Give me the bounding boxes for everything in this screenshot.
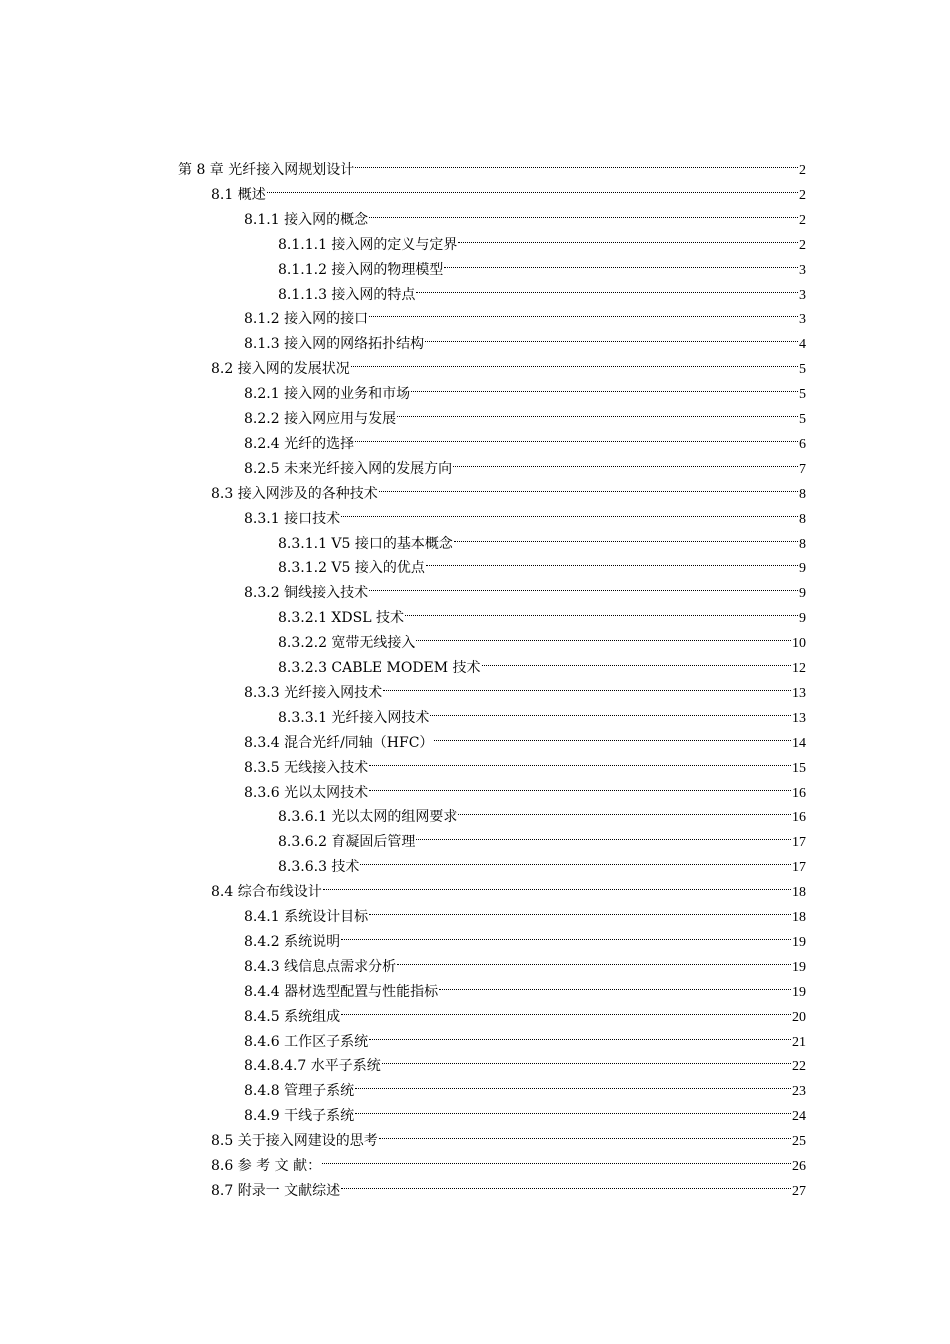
toc-dot-leader	[341, 997, 791, 1021]
toc-entry[interactable]	[278, 648, 806, 676]
toc-dot-leader	[267, 175, 798, 199]
toc-page-number: 19	[792, 934, 806, 950]
toc-entry-label: 8.1.1.3 接入网的特点	[278, 286, 416, 303]
toc-dot-leader	[454, 524, 798, 548]
toc-entry-label: 8.2.2 接入网应用与发展	[244, 411, 397, 427]
toc-dot-leader	[416, 822, 791, 846]
toc-dot-leader	[369, 299, 798, 323]
toc-page-number: 18	[792, 885, 806, 901]
toc-page-number: 4	[799, 337, 806, 353]
toc-entry-label: 8.3.2.2 宽带无线接入	[278, 635, 416, 652]
toc-page-number: 2	[799, 237, 806, 253]
toc-entry-label: 8.3.1.1 V5 接口的基本概念	[278, 535, 453, 552]
toc-page-number: 26	[792, 1159, 806, 1174]
toc-page-number: 19	[792, 959, 806, 975]
toc-entry-label: 8.3.2 铜线接入技术	[244, 585, 369, 602]
toc-page-number: 5	[799, 412, 806, 427]
toc-page-number: 9	[799, 561, 806, 577]
toc-entry-label: 8.4.1 系统设计目标	[244, 909, 369, 925]
toc-entry[interactable]	[278, 623, 806, 652]
toc-page-number: 2	[799, 163, 806, 178]
toc-dot-leader	[369, 200, 798, 224]
toc-entry-label: 8.3.1.2 V5 接入的优点	[278, 560, 425, 577]
toc-entry[interactable]	[244, 499, 806, 527]
toc-page-number: 8	[799, 511, 806, 527]
toc-page-number: 16	[792, 785, 806, 801]
toc-page-number: 3	[799, 262, 806, 278]
toc-entry[interactable]	[211, 474, 806, 502]
toc-entry-label: 8.4.6 工作区子系统	[244, 1033, 369, 1050]
toc-entry[interactable]	[278, 797, 806, 826]
toc-entry[interactable]	[244, 1046, 806, 1075]
toc-dot-leader	[355, 150, 798, 174]
toc-entry-label: 第 8 章 光纤接入网规划设计	[178, 162, 355, 178]
toc-entry[interactable]	[278, 275, 806, 303]
toc-dot-leader	[341, 1171, 791, 1195]
toc-entry-label: 8.4.8.4.7 水平子系统	[244, 1058, 381, 1075]
toc-entry[interactable]	[278, 598, 806, 627]
toc-dot-leader	[425, 324, 798, 348]
toc-dot-leader	[369, 897, 791, 921]
toc-dot-leader	[369, 1022, 791, 1046]
toc-entry-label: 8.1.3 接入网的网络拓扑结构	[244, 336, 425, 353]
toc-entry-label: 8.3.3.1 光纤接入网技术	[278, 709, 430, 726]
toc-entry[interactable]	[244, 1096, 806, 1125]
toc-entry[interactable]	[211, 175, 806, 203]
toc-page-number: 24	[792, 1109, 806, 1125]
toc-entry[interactable]	[244, 299, 806, 328]
toc-entry[interactable]	[244, 922, 806, 950]
toc-entry-label: 8.4 综合布线设计	[211, 884, 322, 901]
toc-entry-label: 8.4.4 器材选型配置与性能指标	[244, 983, 439, 1000]
toc-entry-label: 8.1.1 接入网的概念	[244, 211, 369, 228]
toc-dot-leader	[383, 673, 791, 697]
toc-page-number: 21	[792, 1034, 806, 1050]
toc-dot-leader	[379, 474, 798, 498]
toc-page-number: 3	[799, 287, 806, 303]
toc-entry[interactable]	[244, 424, 806, 452]
toc-dot-leader	[322, 1146, 791, 1170]
toc-entry[interactable]	[244, 399, 806, 427]
toc-entry-label: 8.4.3 线信息点需求分析	[244, 958, 397, 975]
toc-entry-label: 8.3.6.1 光以太网的组网要求	[278, 809, 458, 826]
toc-entry[interactable]	[278, 698, 806, 726]
toc-dot-leader	[405, 598, 798, 622]
toc-dot-leader	[369, 573, 798, 597]
toc-entry[interactable]	[278, 250, 806, 278]
toc-entry-label: 8.3.5 无线接入技术	[244, 759, 369, 776]
toc-page-number: 20	[792, 1009, 806, 1025]
toc-entry[interactable]	[278, 847, 806, 876]
toc-entry[interactable]	[211, 1171, 806, 1199]
toc-page-number: 10	[792, 636, 806, 652]
toc-page-number: 8	[799, 486, 806, 502]
toc-entry-label: 8.4.5 系统组成	[244, 1008, 341, 1025]
toc-entry-label: 8.3.6.3 技术	[278, 859, 360, 876]
toc-entry-label: 8.2.4 光纤的选择	[244, 435, 355, 452]
toc-entry[interactable]	[244, 897, 806, 925]
toc-dot-leader	[397, 399, 798, 423]
toc-entry-label: 8.2 接入网的发展状况	[211, 361, 350, 378]
toc-dot-leader	[439, 972, 791, 996]
toc-entry-label: 8.5 关于接入网建设的思考	[211, 1133, 378, 1150]
toc-entry-label: 8.1.2 接入网的接口	[244, 311, 369, 328]
toc-entry[interactable]	[244, 972, 806, 1000]
toc-entry[interactable]	[244, 723, 806, 751]
toc-page-number: 13	[792, 710, 806, 726]
toc-entry-label: 8.4.8 管理子系统	[244, 1083, 355, 1100]
toc-dot-leader	[351, 349, 798, 373]
toc-page-number: 23	[792, 1084, 806, 1100]
toc-entry[interactable]	[244, 324, 806, 353]
toc-entry[interactable]	[244, 449, 806, 477]
toc-dot-leader	[341, 499, 798, 523]
toc-entry[interactable]	[244, 1071, 806, 1100]
toc-entry[interactable]	[278, 524, 806, 552]
toc-dot-leader	[355, 1071, 791, 1095]
toc-entry-label: 8.3.1 接口技术	[244, 510, 341, 527]
toc-entry-label: 8.3.6 光以太网技术	[244, 784, 369, 801]
toc-page-number: 17	[792, 835, 806, 851]
toc-dot-leader	[430, 698, 791, 722]
toc-dot-leader	[382, 1046, 791, 1070]
toc-dot-leader	[482, 648, 791, 672]
toc-entry-label: 8.3.6.2 育凝固后管理	[278, 834, 416, 851]
toc-entry-label: 8.1 概述	[211, 186, 266, 203]
toc-dot-leader	[355, 424, 798, 448]
toc-entry[interactable]	[244, 947, 806, 975]
toc-dot-leader	[444, 250, 798, 274]
toc-entry[interactable]	[211, 1121, 806, 1150]
toc-page-number: 2	[799, 212, 806, 228]
toc-entry-label: 8.4.2 系统说明	[244, 933, 341, 950]
toc-dot-leader	[355, 1096, 791, 1120]
toc-page-number: 22	[792, 1059, 806, 1075]
toc-entry-label: 8.2.5 未来光纤接入网的发展方向	[244, 460, 453, 477]
toc-dot-leader	[397, 947, 791, 971]
toc-dot-leader	[453, 449, 798, 473]
toc-entry-label: 8.2.1 接入网的业务和市场	[244, 386, 411, 403]
toc-entry[interactable]	[244, 200, 806, 228]
toc-entry-label: 8.3.3 光纤接入网技术	[244, 684, 383, 701]
toc-entry-label: 8.1.1.2 接入网的物理模型	[278, 261, 444, 278]
toc-dot-leader	[379, 1121, 791, 1145]
toc-dot-leader	[458, 225, 798, 249]
toc-dot-leader	[416, 275, 798, 299]
toc-page-number: 27	[792, 1183, 806, 1199]
toc-dot-leader	[411, 374, 798, 398]
toc-entry-label: 8.6 参 考 文 献：	[211, 1158, 322, 1174]
toc-page-number: 5	[799, 362, 806, 378]
toc-page-number: 9	[799, 586, 806, 602]
toc-page-number: 7	[799, 461, 806, 477]
toc-page-number: 5	[799, 387, 806, 403]
toc-dot-leader	[416, 623, 791, 647]
toc-dot-leader	[458, 797, 791, 821]
toc-page-number: 19	[792, 984, 806, 1000]
toc-entry-label: 8.3 接入网涉及的各种技术	[211, 485, 378, 502]
toc-entry[interactable]	[211, 872, 806, 901]
toc-page-number: 12	[792, 661, 806, 676]
toc-entry-label: 8.4.9 干线子系统	[244, 1108, 355, 1125]
toc-entry[interactable]	[244, 374, 806, 403]
toc-entry-label: 8.7 附录一 文献综述	[211, 1182, 341, 1199]
toc-entry[interactable]	[244, 573, 806, 602]
toc-entry[interactable]	[244, 997, 806, 1025]
toc-entry-label: 8.3.2.3 CABLE MODEM 技术	[278, 660, 481, 676]
toc-dot-leader	[323, 872, 791, 896]
toc-page-number: 17	[792, 860, 806, 876]
toc-page-number: 13	[792, 685, 806, 701]
toc-entry[interactable]	[244, 748, 806, 776]
toc-page-number: 18	[792, 910, 806, 925]
toc-dot-leader	[369, 773, 791, 797]
toc-entry-label: 8.3.4 混合光纤/同轴（HFC）	[244, 734, 434, 751]
toc-entry[interactable]	[278, 822, 806, 851]
toc-page-number: 14	[792, 735, 806, 751]
toc-entry-label: 8.1.1.1 接入网的定义与定界	[278, 236, 458, 253]
toc-page-number: 6	[799, 436, 806, 452]
toc-page-number: 8	[799, 536, 806, 552]
toc-entry[interactable]	[244, 1022, 806, 1050]
toc-page-number: 16	[792, 810, 806, 826]
toc-entry[interactable]	[244, 773, 806, 801]
toc-entry-label: 8.3.2.1 XDSL 技术	[278, 610, 404, 627]
toc-page-number: 25	[792, 1134, 806, 1150]
toc-entry[interactable]	[211, 349, 806, 378]
toc-entry[interactable]	[278, 548, 806, 577]
toc-entry[interactable]	[211, 1146, 806, 1174]
toc-dot-leader	[426, 548, 798, 572]
toc-entry[interactable]	[278, 225, 806, 253]
toc-dot-leader	[341, 922, 791, 946]
toc-entry[interactable]	[244, 673, 806, 701]
toc-dot-leader	[434, 723, 791, 747]
toc-page-number: 15	[792, 760, 806, 776]
toc-page-number: 3	[799, 312, 806, 328]
toc-dot-leader	[360, 847, 791, 871]
toc-page-number: 9	[799, 611, 806, 627]
toc-page-number: 2	[799, 187, 806, 203]
toc-dot-leader	[369, 748, 791, 772]
toc-entry[interactable]	[178, 150, 806, 178]
